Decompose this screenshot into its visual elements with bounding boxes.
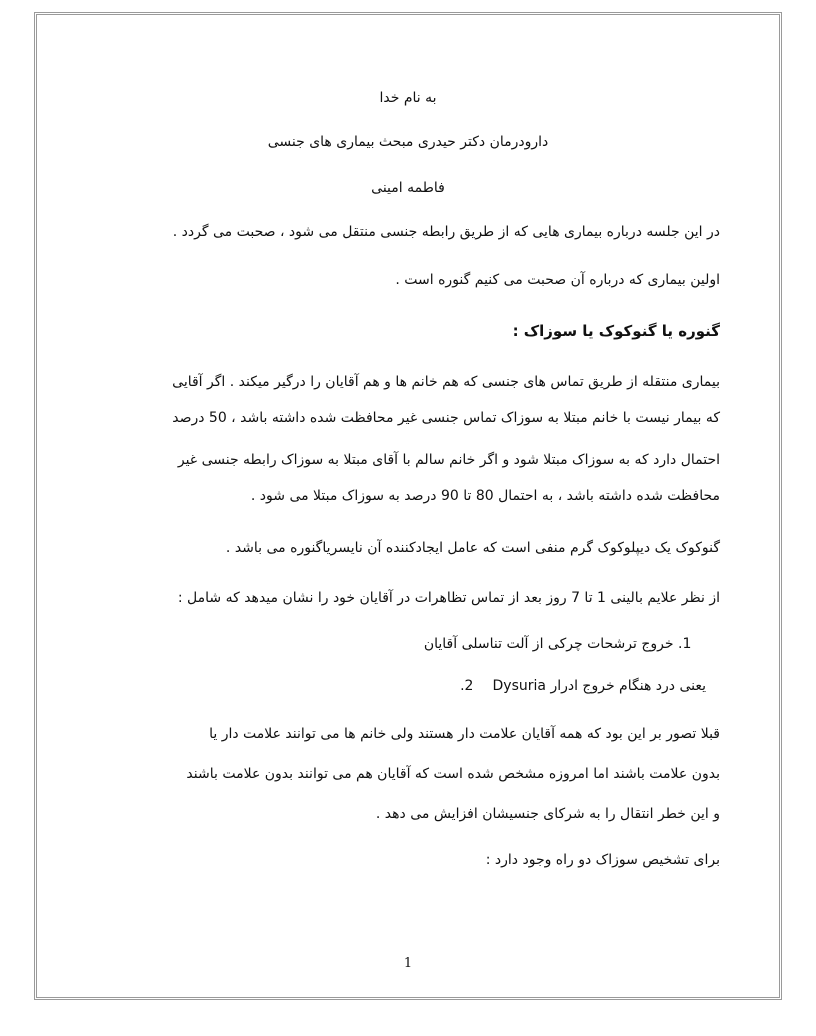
- paragraph-line: احتمال دارد که به سوزاک مبتلا شود و اگر خانم سالم با آقای مبتلا به سوزاک رابطه جنسی غیر: [177, 452, 720, 468]
- page-number: 1: [403, 956, 413, 971]
- paragraph-line: محافظت شده داشته باشد ، به احتمال 80 تا 90 درصد به سوزاک مبتلا می شود .: [250, 488, 720, 504]
- list-text: خروج ترشحات چرکی از آلت تناسلی آقایان: [423, 636, 674, 652]
- list-number: 2.: [460, 678, 474, 694]
- list-text: Dysuria یعنی درد هنگام خروج ادرار: [492, 678, 706, 694]
- doc-title-basmala: به نام خدا: [379, 90, 437, 106]
- paragraph-line: و این خطر انتقال را به شرکای جنسیشان افزایش می دهد .: [375, 806, 720, 822]
- paragraph-line: که بیمار نیست با خانم مبتلا به سوزاک تماس جنسی غیر محافظت شده داشته باشد ، 50 درصد: [172, 410, 720, 426]
- doc-subtitle: دارودرمان دکتر حیدری مبحث بیماری های جنسی: [267, 134, 549, 150]
- paragraph-diagnosis: برای تشخیص سوزاک دو راه وجود دارد :: [485, 852, 720, 868]
- paragraph-gonococcus: گنوکوک یک دیپلوکوک گرم منفی است که عامل ایجادکننده آن نایسریاگنوره می باشد .: [225, 540, 720, 556]
- section-heading: گنوره یا گنوکوک یا سوزاک :: [512, 322, 720, 340]
- paragraph-line: قبلا تصور بر این بود که همه آقایان علامت دار هستند ولی خانم ها می توانند علامت دار یا: [209, 726, 720, 742]
- doc-author: فاطمه امینی: [371, 180, 445, 196]
- list-item: [86, 678, 706, 694]
- paragraph-line: بیماری منتقله از طریق تماس های جنسی که هم خانم ها و هم آقایان را درگیر میکند . اگر آقایی: [172, 374, 720, 390]
- paragraph-symptoms: از نظر علایم بالینی 1 تا 7 روز بعد از تماس تظاهرات در آقایان خود را نشان میدهد که شامل :: [177, 590, 720, 606]
- list-item: [86, 636, 706, 652]
- intro-paragraph-2: اولین بیماری که درباره آن صحبت می کنیم گنوره است .: [395, 272, 720, 288]
- list-number: 1.: [678, 636, 692, 652]
- paragraph-line: بدون علامت باشند اما امروزه مشخص شده است که آقایان هم می توانند بدون علامت باشند: [186, 766, 720, 782]
- intro-paragraph-1: در این جلسه درباره بیماری هایی که از طریق رابطه جنسی منتقل می شود ، صحبت می گردد .: [172, 224, 720, 240]
